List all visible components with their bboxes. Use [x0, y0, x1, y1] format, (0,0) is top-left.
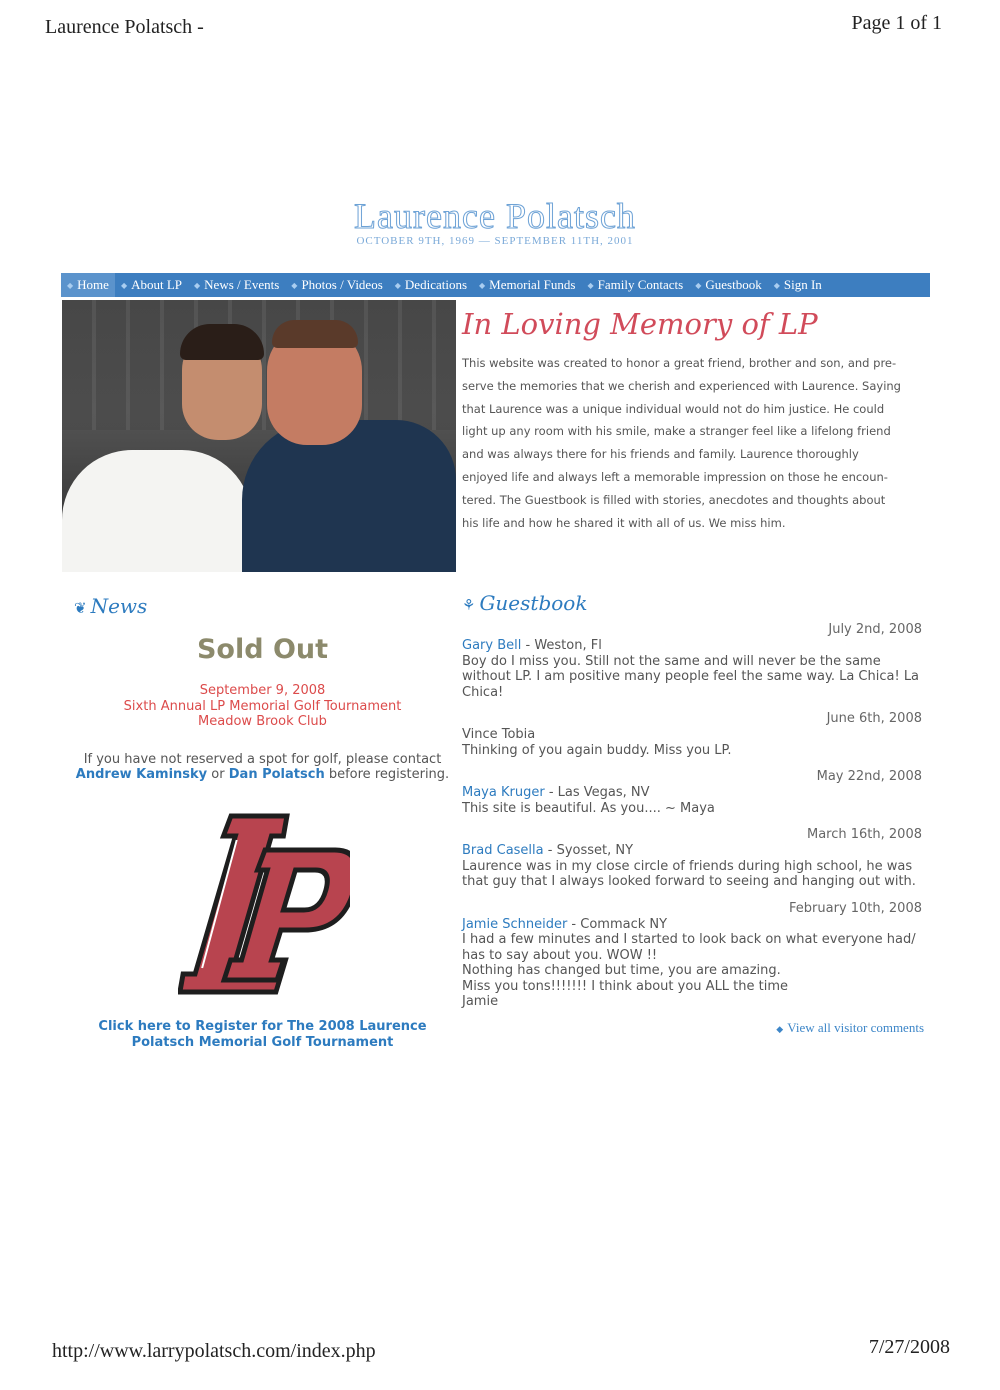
guestbook-entry: [462, 621, 922, 700]
nav-item-about[interactable]: [115, 273, 188, 297]
guestbook-location: - Las Vegas, NV: [544, 785, 650, 800]
guestbook-message-line: that guy that I always looked forward to seeing and hanging out with.: [462, 874, 916, 889]
nav-item-home[interactable]: [61, 273, 115, 297]
guestbook-date: March 16th, 2008: [807, 827, 922, 842]
guestbook-entry: [462, 710, 922, 758]
guestbook-date: July 2nd, 2008: [828, 622, 922, 637]
nav-bullet-icon: ◆: [120, 280, 128, 290]
guestbook-message-line: Miss you tons!!!!!!! I think about you ALL the time: [462, 978, 789, 994]
nav-label: Dedications: [404, 277, 468, 292]
memory-text: [462, 352, 902, 534]
guestbook-message-line: has to say about you. WOW !!: [462, 947, 658, 963]
news-contact-prefix: If you have not reserved a spot for golf, please contact: [83, 751, 442, 767]
memory-line: serve the memories that we cherish and experienced with Laurence. Saying: [462, 378, 901, 393]
memory-line: his life and how he shared it with all of us. We miss him.: [462, 515, 786, 530]
print-footer-url: http://www.larrypolatsch.com/index.php: [52, 1340, 376, 1362]
register-golf-link[interactable]: [90, 1019, 435, 1050]
photo-person-right: [242, 420, 456, 572]
news-event-date: September 9, 2008: [199, 683, 326, 698]
guestbook-author: [462, 843, 922, 859]
guestbook-author-link[interactable]: Maya Kruger: [462, 785, 545, 800]
guestbook-message: [462, 801, 922, 817]
news-contact-text: [70, 752, 455, 783]
nav-bullet-icon: ◆: [194, 280, 201, 290]
guestbook-location: - Commack NY: [567, 916, 668, 932]
guestbook-author-name: Vince Tobia: [462, 727, 536, 742]
contact-link-andrew[interactable]: Andrew Kaminsky: [75, 767, 208, 782]
guestbook-message-line: Jamie: [462, 994, 499, 1009]
guestbook-author: [462, 917, 922, 933]
register-link-line-2: Polatsch Memorial Golf Tournament: [131, 1034, 394, 1050]
guestbook-message-line: without LP. I am positive many people feel the same way. La Chica! La: [462, 669, 920, 684]
guestbook-message: [462, 654, 922, 701]
nav-item-dedications[interactable]: [389, 273, 473, 297]
guestbook-message: [462, 743, 922, 759]
guestbook-column: [462, 621, 922, 1020]
nav-item-photos-videos[interactable]: [285, 273, 388, 297]
hero-photo: [62, 300, 456, 572]
memory-line: enjoyed life and always left a memorable impression on those he encoun-: [462, 469, 888, 484]
nav-label: Photos / Videos: [301, 277, 383, 292]
news-contact-suffix: before registering.: [328, 767, 450, 782]
nav-bullet-icon: ◆: [695, 280, 702, 290]
nav-label: Family Contacts: [597, 277, 684, 292]
nav-item-news-events[interactable]: [188, 273, 285, 297]
nav-bullet-icon: ◆: [291, 280, 298, 290]
guestbook-message-line: Laurence was in my close circle of friends during high school, he was: [462, 858, 913, 874]
guestbook-author: [462, 785, 922, 801]
nav-label: About LP: [131, 277, 183, 292]
print-header-title: Laurence Polatsch -: [45, 16, 204, 38]
view-all-label: View all visitor comments: [787, 1020, 924, 1035]
guestbook-author: [462, 727, 922, 743]
register-link-line-1: Click here to Register for The 2008 Laurence: [98, 1019, 427, 1034]
guestbook-message: [462, 859, 922, 890]
site-logo-dates: OCTOBER 9TH, 1969 — SEPTEMBER 11TH, 2001: [356, 235, 634, 247]
nav-label: Sign In: [783, 277, 822, 292]
memory-line: and was always there for his friends and family. Laurence thoroughly: [462, 447, 859, 462]
site-logo-name: Laurence Polatsch: [354, 196, 636, 236]
guestbook-date: February 10th, 2008: [789, 900, 922, 916]
guestbook-entry: [462, 768, 922, 816]
guestbook-author: [462, 638, 922, 654]
guestbook-message-line: Chica!: [462, 684, 504, 700]
memory-line: tered. The Guestbook is filled with stories, anecdotes and thoughts about: [462, 492, 886, 507]
guestbook-message-line: I had a few minutes and I started to look back on what everyone had/: [462, 932, 916, 947]
guestbook-location: - Weston, Fl: [521, 638, 602, 653]
photo-person-left-hair: [180, 324, 264, 360]
news-heading-label: News: [90, 594, 148, 618]
guestbook-author-link[interactable]: Brad Casella: [462, 843, 544, 858]
guestbook-author-link[interactable]: Gary Bell: [462, 638, 522, 653]
news-contact-or: or: [211, 767, 225, 782]
photo-person-right-hair: [272, 320, 358, 348]
nav-label: News / Events: [204, 277, 280, 292]
news-sold-out: Sold Out: [196, 634, 329, 665]
memory-line: that Laurence was a unique individual would not do him justice. He could: [462, 401, 885, 416]
guestbook-message-line: Nothing has changed but time, you are amazing.: [462, 963, 781, 978]
main-nav: [61, 273, 930, 297]
nav-bullet-icon: ◆: [394, 280, 401, 290]
leaf-icon: ❦: [74, 599, 87, 617]
view-all-comments-link[interactable]: [776, 1020, 924, 1036]
guestbook-entry: [462, 900, 922, 1010]
bullet-icon: ◆: [776, 1024, 784, 1034]
memory-line: This website was created to honor a great friend, brother and son, and pre-: [462, 356, 897, 370]
guestbook-date: June 6th, 2008: [826, 711, 922, 726]
guestbook-location: - Syosset, NY: [543, 843, 634, 858]
memory-title: In Loving Memory of LP: [462, 307, 818, 341]
news-heading: [74, 594, 147, 618]
lp-logo[interactable]: [178, 810, 350, 998]
news-event-name: Sixth Annual LP Memorial Golf Tournament: [123, 698, 402, 714]
nav-label: Guestbook: [705, 277, 762, 292]
guestbook-message-line: Boy do I miss you. Still not the same and will never be the same: [462, 653, 881, 669]
guestbook-author-link[interactable]: Jamie Schneider: [462, 916, 568, 932]
site-logo[interactable]: [300, 195, 690, 247]
nav-item-sign-in[interactable]: [768, 273, 828, 297]
photo-person-left: [62, 450, 252, 572]
nav-item-family-contacts[interactable]: [581, 273, 689, 297]
print-footer-date: 7/27/2008: [868, 1336, 950, 1358]
guestbook-entry: [462, 826, 922, 890]
nav-label: Memorial Funds: [489, 277, 576, 292]
news-column: [70, 634, 455, 783]
nav-bullet-icon: ◆: [587, 280, 594, 290]
guestbook-message-line: Thinking of you again buddy. Miss you LP.: [462, 742, 732, 758]
guestbook-heading-label: Guestbook: [479, 591, 588, 615]
guestbook-message: [462, 932, 922, 1010]
guestbook-date: May 22nd, 2008: [816, 769, 922, 784]
contact-link-dan[interactable]: Dan Polatsch: [228, 767, 325, 782]
nav-bullet-icon: ◆: [773, 280, 780, 290]
memory-line: light up any room with his smile, make a stranger feel like a lifelong friend: [462, 424, 891, 439]
nav-bullet-icon: ◆: [479, 280, 486, 290]
print-page-number: Page 1 of 1: [851, 12, 942, 34]
news-contact-line: [70, 767, 455, 783]
news-event-venue: Meadow Brook Club: [198, 714, 327, 729]
guestbook-message-line: This site is beautiful. As you.... ~ Maya: [462, 800, 715, 816]
nav-item-memorial-funds[interactable]: [473, 273, 581, 297]
nav-label: Home: [77, 277, 109, 292]
nav-bullet-icon: ◆: [67, 280, 74, 290]
guestbook-heading: [462, 591, 587, 615]
fleur-icon: ⚘: [462, 596, 476, 614]
nav-item-guestbook[interactable]: [689, 273, 768, 297]
